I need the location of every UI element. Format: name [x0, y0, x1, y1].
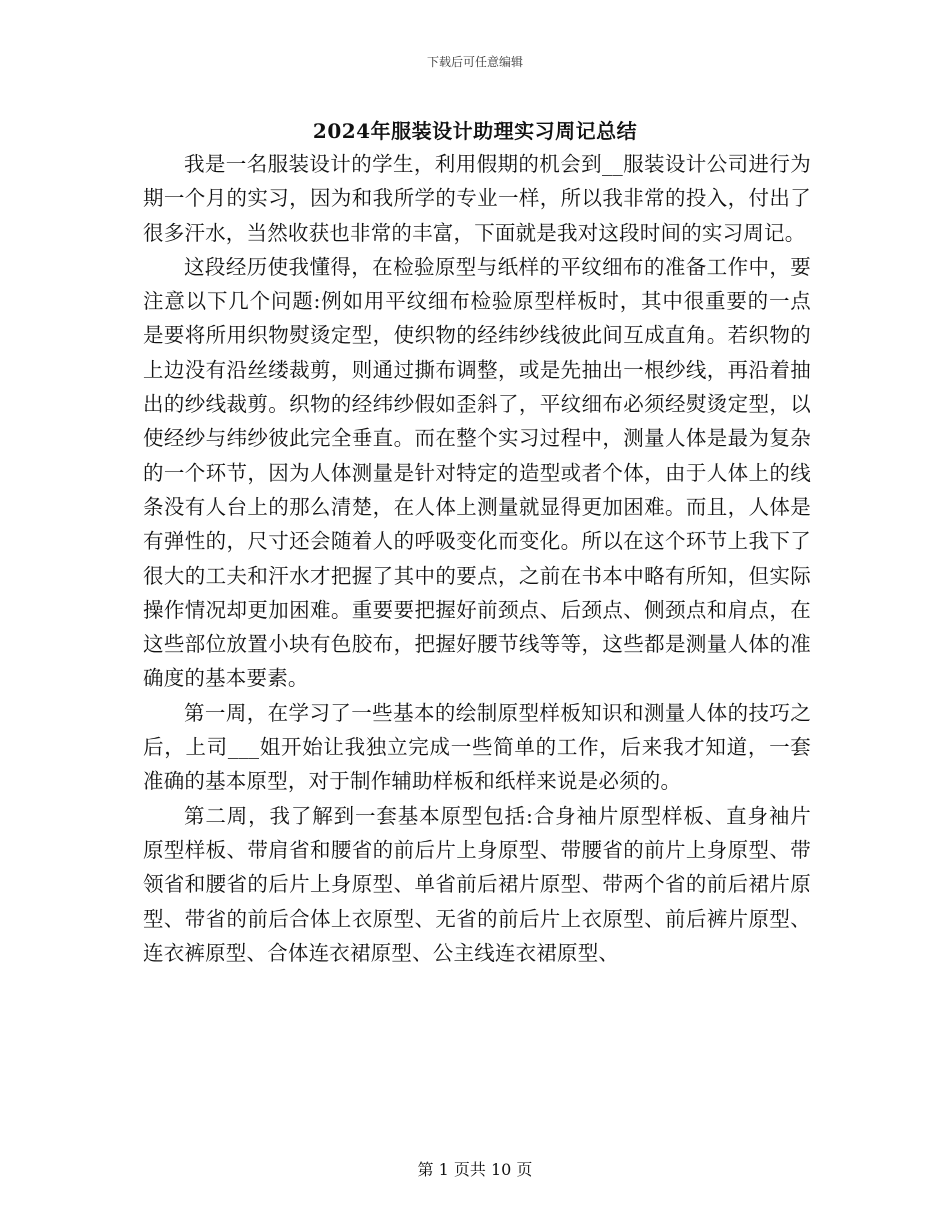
paragraph-week-one: 第一周，在学习了一些基本的绘制原型样板知识和测量人体的技巧之后，上司___姐开始让我独立完成一些简单的工作，后来我才知道，一套准确的基本原型，对于制作辅助样板和纸样来说是必须的。 — [143, 700, 811, 794]
paragraph-intro: 我是一名服装设计的学生，利用假期的机会到__服装设计公司进行为期一个月的实习，因为和我所学的专业一样，所以我非常的投入，付出了很多汗水，当然收获也非常的丰富，下面就是我对这段时间的实习周记。 — [143, 152, 811, 245]
document-title: 2024年服装设计助理实习周记总结 — [312, 119, 638, 143]
page-indicator: 第 1 页共 10 页 — [417, 1160, 533, 1179]
header-note: 下载后可任意编辑 — [426, 55, 523, 69]
document-body — [143, 147, 811, 970]
paragraph-experience: 这段经历使我懂得，在检验原型与纸样的平纹细布的准备工作中，要注意以下几个问题:例如用平纹细布检验原型样板时，其中很重要的一点是要将所用织物熨烫定型，使织物的经纬纱线彼此间互成直角。若织物的上边没有沿丝缕裁剪，则通过撕布调整，或是先抽出一根纱线，再沿着抽出的纱线裁剪。织物的经纬纱假如歪斜了，平纹细布必须经熨烫定型，以使经纱与纬纱彼此完全垂直。而在整个实习过程中，测量人体是最为复杂的一个环节，因为人体测量是针对特定的造型或者个体，由于人体上的线条没有人台上的那么清楚，在人体上测量就显得更加困难。而且，人体是有弹性的，尺寸还会随着人的呼吸变化而变化。所以在这个环节上我下了很大的工夫和汗水才把握了其中的要点，之前在书本中略有所知，但实际操作情况却更加困难。重要要把握好前颈点、后颈点、侧颈点和肩点，在这些部位放置小块有色胶布，把握好腰节线等等，这些都是测量人体的准确度的基本要素。 — [143, 254, 811, 691]
paragraph-week-two: 第二周，我了解到一套基本原型包括:合身袖片原型样板、直身袖片原型样板、带肩省和腰省的前后片上身原型、带腰省的前片上身原型、带领省和腰省的后片上身原型、单省前后裙片原型、带两个省的前后裙片原型、带省的前后合体上衣原型、无省的前后片上衣原型、前后裤片原型、连衣裤原型、合体连衣裙原型、公主线连衣裙原型、 — [143, 803, 811, 965]
